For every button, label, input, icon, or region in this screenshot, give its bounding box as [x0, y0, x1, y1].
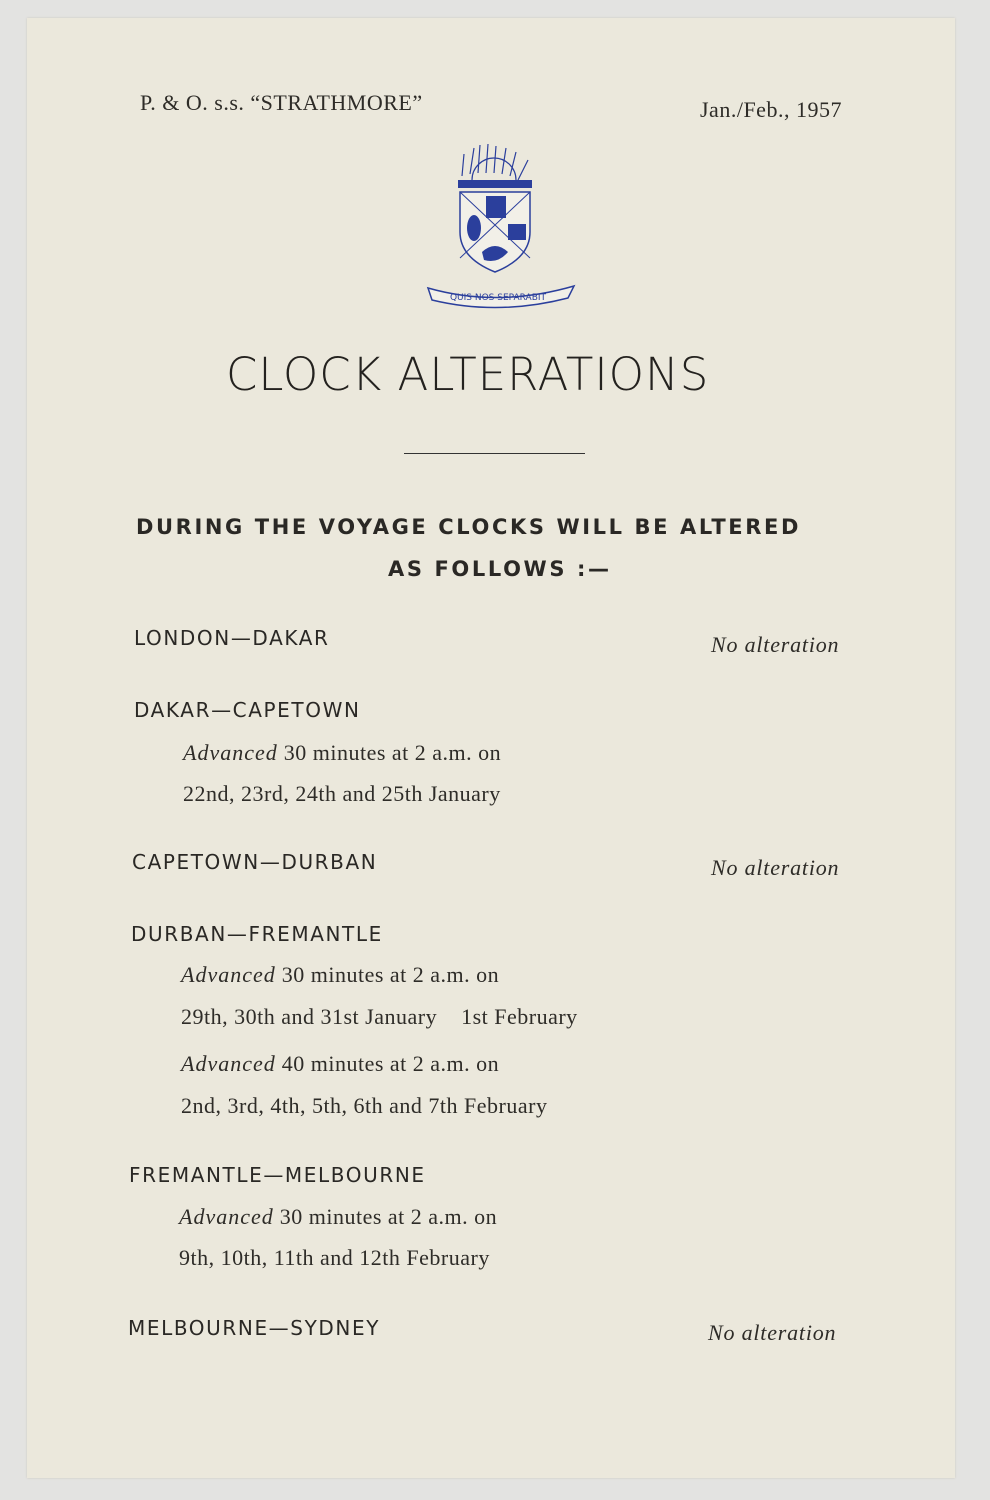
- title-divider: [404, 453, 585, 454]
- alteration-dates: 29th, 30th and 31st January 1st February: [181, 1004, 578, 1029]
- route-heading: DAKAR—CAPETOWN: [134, 698, 361, 722]
- intro-line-2: AS FOLLOWS :—: [388, 557, 612, 581]
- crest-motto: QUIS NOS SEPARABIT: [449, 293, 547, 303]
- alteration-line: Advanced 30 minutes at 2 a.m. on: [181, 962, 500, 987]
- crest-logo: [418, 140, 578, 310]
- alteration-line: Advanced 30 minutes at 2 a.m. on: [183, 740, 502, 765]
- route-note: No alteration: [708, 1320, 837, 1345]
- route-note: No alteration: [711, 855, 840, 880]
- route-heading: MELBOURNE—SYDNEY: [128, 1316, 381, 1340]
- alteration-dates: 2nd, 3rd, 4th, 5th, 6th and 7th February: [181, 1093, 548, 1118]
- alteration-dates: 22nd, 23rd, 24th and 25th January: [183, 781, 501, 806]
- route-heading: FREMANTLE—MELBOURNE: [129, 1163, 426, 1187]
- intro-line-1: DURING THE VOYAGE CLOCKS WILL BE ALTERED: [136, 515, 801, 539]
- alteration-line: Advanced 30 minutes at 2 a.m. on: [179, 1204, 498, 1229]
- route-note: No alteration: [711, 632, 840, 657]
- page-title: CLOCK ALTERATIONS: [226, 348, 710, 401]
- alteration-line: Advanced 40 minutes at 2 a.m. on: [181, 1051, 500, 1076]
- route-heading: CAPETOWN—DURBAN: [132, 850, 378, 874]
- route-heading: LONDON—DAKAR: [134, 626, 330, 650]
- route-heading: DURBAN—FREMANTLE: [131, 922, 383, 946]
- ship-name: P. & O. s.s. “STRATHMORE”: [140, 90, 423, 115]
- alteration-dates: 9th, 10th, 11th and 12th February: [179, 1245, 490, 1270]
- document-date: Jan./Feb., 1957: [700, 97, 842, 122]
